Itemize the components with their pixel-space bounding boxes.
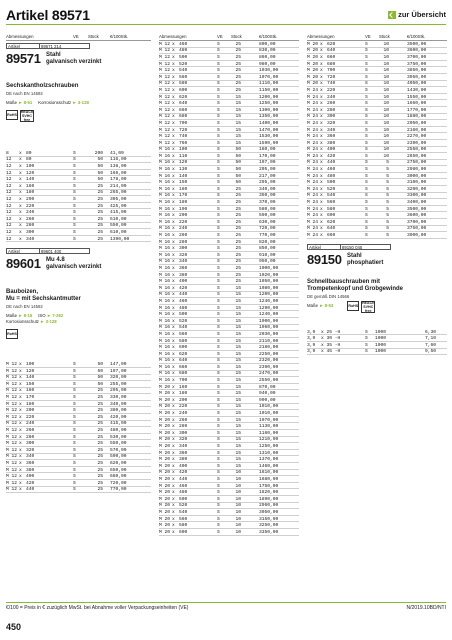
table-row: 12 x 140 S 50 178,00 <box>6 176 151 183</box>
product-subtitle: Trompetenkopf und Grobgewinde <box>307 285 403 292</box>
table-row: M 16 x 340 S 25 950,00 <box>159 259 299 266</box>
table-row: M 20 x 660 S 10 3700,00 <box>307 54 447 61</box>
column-right <box>307 33 447 355</box>
product-standard: DE gemäß DIN 14566 <box>307 293 350 299</box>
rohs-badge: RoHS <box>6 110 18 120</box>
table-row: M 24 x 560 S 5 3400,00 <box>307 199 447 206</box>
table-row: M 12 x 580 S 25 1110,00 <box>159 81 299 88</box>
page-header <box>6 7 446 25</box>
table-row: M 16 x 480 S 15 1290,00 <box>159 305 299 312</box>
page-ref-link[interactable]: ► 7-262 <box>46 313 64 319</box>
table-row: M 24 x 440 S 5 2750,00 <box>307 160 447 167</box>
table-row: M 16 x 380 S 25 1020,00 <box>159 272 299 279</box>
reference-line: Korrosionsschutz ► 3-128 <box>6 319 57 325</box>
table-row: M 24 x 480 S 5 3000,00 <box>307 173 447 180</box>
table-row: M 20 x 740 S 10 4050,00 <box>307 81 447 88</box>
reach-badge: REACh SVHC free <box>20 110 34 122</box>
table-row: M 16 x 100 S 50 160,00 <box>159 147 299 154</box>
table-row: M 24 x 620 S 5 3700,00 <box>307 219 447 226</box>
table-row: M 20 x 580 S 10 3250,00 <box>159 522 299 529</box>
table-row: M 20 x 280 S 15 1130,00 <box>159 423 299 430</box>
table-row: M 16 x 200 S 25 590,00 <box>159 212 299 219</box>
article-id-box: Artikel 89601 400 <box>6 248 151 254</box>
article-id-box: Artikel 89150 045 <box>307 244 447 250</box>
table-row: M 20 x 640 S 10 3600,00 <box>307 48 447 55</box>
table-row: 12 x 160 S 25 214,00 <box>6 183 151 190</box>
table-row: M 20 x 600 S 10 3350,00 <box>159 529 299 536</box>
table-row: M 24 x 400 S 10 2550,00 <box>307 147 447 154</box>
table-row: M 16 x 400 S 25 1050,00 <box>159 278 299 285</box>
table-row: M 20 x 200 S 15 990,00 <box>159 397 299 404</box>
table-row: 12 x 80 S 50 116,00 <box>6 157 151 164</box>
product-subtitle: Mu = mit Sechskantmutter <box>6 296 81 303</box>
table-row: M 12 x 500 S 25 860,00 <box>159 54 299 61</box>
table-row: 12 x 300 S 25 610,00 <box>6 229 151 236</box>
table-row: 12 x 120 S 50 166,00 <box>6 170 151 177</box>
table-row: M 16 x 220 S 25 630,00 <box>159 219 299 226</box>
table-row: M 16 x 540 S 15 1960,00 <box>159 325 299 332</box>
overview-link[interactable] <box>388 10 446 19</box>
table-row: M 12 x 360 S 25 620,00 <box>6 460 151 467</box>
table-row: 3,9 x 30 -H S 1000 7,10 <box>307 335 447 342</box>
table-row: M 20 x 520 S 10 2960,00 <box>159 503 299 510</box>
table-row: M 20 x 480 S 10 1820,00 <box>159 489 299 496</box>
table-row: M 16 x 580 S 15 2110,00 <box>159 338 299 345</box>
table-row: M 12 x 180 S 25 340,00 <box>6 401 151 408</box>
price-table <box>6 150 151 242</box>
table-row: M 20 x 260 S 15 1070,00 <box>159 417 299 424</box>
table-row: M 20 x 180 S 15 940,00 <box>159 390 299 397</box>
table-row: M 16 x 130 S 50 205,00 <box>159 166 299 173</box>
table-row: M 12 x 150 S 50 255,00 <box>6 381 151 388</box>
table-row: M 12 x 420 S 25 720,00 <box>6 480 151 487</box>
table-row: M 20 x 680 S 10 3750,00 <box>307 61 447 68</box>
table-row: M 24 x 500 S 5 3100,00 <box>307 179 447 186</box>
table-row: M 24 x 640 S 5 3750,00 <box>307 226 447 233</box>
table-row: M 24 x 600 S 5 3600,00 <box>307 212 447 219</box>
table-row: M 12 x 400 S 25 680,00 <box>6 473 151 480</box>
table-row: M 20 x 360 S 15 1310,00 <box>159 450 299 457</box>
table-row: M 12 x 520 S 25 980,00 <box>159 61 299 68</box>
table-row: M 12 x 260 S 25 480,00 <box>6 427 151 434</box>
table-row: M 20 x 160 S 15 870,00 <box>159 384 299 391</box>
table-row: M 16 x 320 S 25 910,00 <box>159 252 299 259</box>
table-row: M 16 x 440 S 15 1200,00 <box>159 292 299 299</box>
table-row: M 20 x 540 S 10 3050,00 <box>159 509 299 516</box>
table-row: M 20 x 720 S 10 3950,00 <box>307 74 447 81</box>
table-row: 3,9 x 45 -H S 1000 9,50 <box>307 349 447 356</box>
table-row: M 12 x 660 S 15 1300,00 <box>159 107 299 114</box>
article-block-89601: Artikel 89601 400 89601 Mu 4.8 galvanisch verzinkt Bauboizen, Mu = mit Sechskantmutter DE nach EN 14592 Maße ► 8-15 ISO ► 7-262 Korrosionsschutz ► 3-128 RoHS M 12 x 100 S 50 147,00 M 12 x 120 S 50 197,00 M 12 x 140 S 50 320,00 M 12 x 150 S 50 255,00 M 12 x 160 S 25 295,00 M 12 x 170 S 25 330,00 M 12 x 180 S 25 340,00 M 12 x 200 S 25 380,00 M 12 x 220 S 25 420,00 M 12 x 240 S 25 415,00 M 12 x 260 S 25 480,00 M 12 x 280 S 25 530,00 M 12 x 300 S 25 550,00 M 12 x 320 S 25 570,00 M 12 x 340 S 25 590,00 M 12 x 360 S 25 620,00 M 12 x 380 S 25 650,00 M 12 x 400 S 25 680,00 M 12 x 420 S 25 720,00 M 12 x 440 S 25 770,00 <box>6 248 151 493</box>
table-row: M 16 x 120 S 50 197,00 <box>159 160 299 167</box>
table-row: M 24 x 360 S 10 2270,00 <box>307 133 447 140</box>
footer-note: €/100 = Preis in € zuzüglich MwSt. bei Abnahme voller Verpackungseinheiten (VE) <box>6 605 189 611</box>
table-row: M 24 x 320 S 10 2050,00 <box>307 120 447 127</box>
table-row: M 20 x 400 S 15 1460,00 <box>159 463 299 470</box>
column-header: Abmessungen VE Stück €/100Stk. <box>6 33 151 41</box>
table-row: M 20 x 320 S 15 1210,00 <box>159 437 299 444</box>
page-ref-link[interactable]: ► 8-53 <box>319 303 334 309</box>
table-row: M 20 x 460 S 10 1750,00 <box>159 483 299 490</box>
table-row: M 16 x 260 S 25 770,00 <box>159 232 299 239</box>
page-ref-link[interactable]: ► 3-128 <box>72 100 89 105</box>
table-row: 12 x 340 S 25 1390,00 <box>6 236 151 243</box>
table-row: M 12 x 720 S 15 1470,00 <box>159 127 299 134</box>
table-row: 12 x 280 S 25 550,00 <box>6 223 151 230</box>
table-row: M 20 x 440 S 10 1680,00 <box>159 476 299 483</box>
table-row: M 20 x 500 S 10 1890,00 <box>159 496 299 503</box>
price-table <box>6 361 151 493</box>
table-row: M 24 x 240 S 10 1550,00 <box>307 94 447 101</box>
table-row: M 16 x 170 S 25 350,00 <box>159 193 299 200</box>
column-header: Abmessungen VE Stück €/100Stk. <box>307 33 447 41</box>
table-row: M 24 x 420 S 10 2650,00 <box>307 153 447 160</box>
reference-line: Maße ► 8-51 Korrosionsschutz ► 3-128 <box>6 100 89 105</box>
article-id-box: Artikel 89571 214 <box>6 43 151 49</box>
product-title: Bauboizen, <box>6 289 39 296</box>
table-row: M 16 x 520 S 15 1900,00 <box>159 318 299 325</box>
article-block-89150: Artikel 89150 045 89150 Stahl phosphatiert Schnellbauschrauben mit Trompetenkopf und Grobgewinde DE gemäß DIN 14566 Maße ► 8-53 RoHS REACh SVHC free 3,9 x 25 -H S 1000 6,30 3,9 x 30 -H S 1000 7,10 3,9 x 35 -H S 1000 7,60 3,9 x 45 -H S 1000 9,50 <box>307 244 447 355</box>
table-row: M 24 x 520 S 5 3200,00 <box>307 186 447 193</box>
table-row: M 12 x 680 S 15 1350,00 <box>159 114 299 121</box>
rohs-badge: RoHS <box>6 329 18 339</box>
column-header: Abmessungen VE Stück €/100Stk. <box>159 33 299 41</box>
table-row: M 12 x 140 S 50 320,00 <box>6 375 151 382</box>
table-row: M 12 x 700 S 15 1400,00 <box>159 120 299 127</box>
table-row: M 20 x 420 S 10 1610,00 <box>159 470 299 477</box>
table-row: M 16 x 620 S 15 2250,00 <box>159 351 299 358</box>
table-row: M 12 x 600 S 25 1150,00 <box>159 87 299 94</box>
table-row: 12 x 220 S 25 425,00 <box>6 203 151 210</box>
table-row: M 16 x 560 S 15 2030,00 <box>159 331 299 338</box>
table-row: M 24 x 260 S 10 1660,00 <box>307 100 447 107</box>
page-ref-link[interactable]: ► 8-15 <box>18 313 33 319</box>
table-row: M 16 x 660 S 15 2390,00 <box>159 364 299 371</box>
table-row: 12 x 180 S 25 265,00 <box>6 190 151 197</box>
table-row: M 24 x 580 S 5 3500,00 <box>307 206 447 213</box>
reach-badge: REACh SVHC free <box>362 301 375 314</box>
table-row: M 12 x 280 S 25 530,00 <box>6 434 151 441</box>
table-row: M 16 x 680 S 15 2470,00 <box>159 371 299 378</box>
table-row: M 12 x 100 S 50 147,00 <box>6 361 151 368</box>
table-row: 3,9 x 35 -H S 1000 7,60 <box>307 342 447 349</box>
table-row: M 16 x 460 S 15 1240,00 <box>159 298 299 305</box>
rohs-badge: RoHS <box>347 301 359 311</box>
table-row: M 24 x 220 S 10 1430,00 <box>307 87 447 94</box>
table-row: 12 x 240 S 25 415,00 <box>6 209 151 216</box>
table-row: M 20 x 700 S 10 3850,00 <box>307 67 447 74</box>
table-row: M 12 x 760 S 15 1590,00 <box>159 140 299 147</box>
table-row: M 24 x 660 S 5 3900,00 <box>307 232 447 239</box>
reference-line: Maße ► 8-15 ISO ► 7-262 <box>6 313 64 319</box>
table-row: M 16 x 360 S 25 1000,00 <box>159 265 299 272</box>
table-row: M 12 x 640 S 15 1250,00 <box>159 100 299 107</box>
table-row: M 16 x 240 S 25 720,00 <box>159 226 299 233</box>
table-row: M 20 x 340 S 15 1250,00 <box>159 443 299 450</box>
table-row: M 20 x 380 S 15 1370,00 <box>159 456 299 463</box>
table-row: M 24 x 280 S 10 1770,00 <box>307 107 447 114</box>
table-row: M 12 x 620 S 15 1200,00 <box>159 94 299 101</box>
table-row: M 12 x 440 S 25 770,00 <box>6 487 151 494</box>
table-row: M 12 x 120 S 50 197,00 <box>6 368 151 375</box>
table-row: M 16 x 150 S 50 295,00 <box>159 179 299 186</box>
table-row: M 20 x 620 S 10 3500,00 <box>307 41 447 48</box>
table-row: M 12 x 160 S 25 295,00 <box>6 388 151 395</box>
table-row: M 16 x 180 S 25 370,00 <box>159 199 299 206</box>
product-standard: DE nach EN 14592 <box>6 91 43 96</box>
table-row: M 24 x 300 S 10 1880,00 <box>307 114 447 121</box>
footer-divider <box>6 602 446 603</box>
table-row: M 20 x 560 S 10 3150,00 <box>159 516 299 523</box>
table-row: M 24 x 340 S 10 2160,00 <box>307 127 447 134</box>
table-row: M 12 x 200 S 25 380,00 <box>6 407 151 414</box>
table-row: M 16 x 300 S 25 850,00 <box>159 245 299 252</box>
page-ref-link[interactable]: ► 8-51 <box>18 100 33 105</box>
table-row: M 12 x 480 S 25 830,00 <box>159 48 299 55</box>
column-left <box>6 33 151 493</box>
footer-code: N/2019.10BD/NTI <box>406 605 446 611</box>
price-table <box>307 41 447 239</box>
checkmark-icon <box>388 11 396 19</box>
table-row: M 12 x 240 S 25 415,00 <box>6 421 151 428</box>
table-row: M 20 x 300 S 15 1160,00 <box>159 430 299 437</box>
product-standard: DE nach EN 14592 <box>6 304 43 310</box>
table-row: M 12 x 340 S 25 590,00 <box>6 454 151 461</box>
article-block-89571: Artikel 89571 214 89571 Stahl galvanisch verzinkt Sechskantholzschrauben DE nach EN 14592 Maße ► 8-51 Korrosionsschutz ► 3-128 RoHS REACh SVHC free 8 x 80 S 200 41,00 12 x 80 S 50 116,00 12 x 100 S 50 138,00 12 x 120 S 50 166,00 12 x 140 S 50 178,00 12 x 160 S 25 214,00 12 x 180 S 25 265,00 12 x 200 S 25 305,00 12 x 220 S 25 425,00 12 x 240 S 25 415,00 12 x 260 S 25 510,00 12 x 280 S 25 550,00 12 x 300 S 25 610,00 12 x 340 S 25 1390,00 <box>6 43 151 242</box>
table-row: M 16 x 110 S 50 170,00 <box>159 153 299 160</box>
price-table <box>159 41 299 536</box>
table-row: M 16 x 280 S 25 820,00 <box>159 239 299 246</box>
table-row: M 16 x 700 S 15 2550,00 <box>159 377 299 384</box>
table-row: M 20 x 240 S 15 1010,00 <box>159 410 299 417</box>
column-middle <box>159 33 299 536</box>
product-title: Sechskantholzschrauben <box>6 83 79 89</box>
table-row: M 12 x 170 S 25 330,00 <box>6 394 151 401</box>
table-row: M 20 x 220 S 15 1010,00 <box>159 404 299 411</box>
table-row: 12 x 200 S 25 305,00 <box>6 196 151 203</box>
table-row: 12 x 100 S 50 138,00 <box>6 163 151 170</box>
table-row: M 12 x 560 S 25 1070,00 <box>159 74 299 81</box>
table-row: M 24 x 540 S 5 3300,00 <box>307 193 447 200</box>
table-row: M 24 x 380 S 10 2390,00 <box>307 140 447 147</box>
article-number: 89150 <box>307 251 342 267</box>
table-row: M 16 x 140 S 50 217,00 <box>159 173 299 180</box>
table-row: M 16 x 600 S 15 2180,00 <box>159 344 299 351</box>
table-row: M 12 x 540 S 25 1030,00 <box>159 67 299 74</box>
table-row: M 12 x 300 S 25 550,00 <box>6 440 151 447</box>
page-ref-link[interactable]: ► 3-128 <box>40 319 57 325</box>
table-row: 3,9 x 25 -H S 1000 6,30 <box>307 329 447 336</box>
table-row: M 12 x 320 S 25 570,00 <box>6 447 151 454</box>
overview-label: zur Übersicht <box>398 10 446 19</box>
table-row: M 16 x 160 S 25 340,00 <box>159 186 299 193</box>
page-number: 450 <box>6 622 22 632</box>
price-table <box>307 329 447 355</box>
table-row: M 16 x 500 S 15 1240,00 <box>159 311 299 318</box>
table-row: M 12 x 740 S 15 1530,00 <box>159 133 299 140</box>
page-title: Artikel 89571 <box>6 7 90 23</box>
table-row: M 16 x 640 S 15 2320,00 <box>159 358 299 365</box>
table-row: M 12 x 220 S 25 420,00 <box>6 414 151 421</box>
table-row: M 24 x 460 S 5 2980,00 <box>307 166 447 173</box>
product-title: Schnellbauschrauben mit <box>307 278 381 285</box>
article-number: 89571 <box>6 51 41 66</box>
table-row: M 16 x 420 S 15 1080,00 <box>159 285 299 292</box>
table-row: 8 x 80 S 200 41,00 <box>6 150 151 157</box>
table-row: M 16 x 190 S 25 580,00 <box>159 206 299 213</box>
table-row: M 12 x 460 S 25 800,00 <box>159 41 299 48</box>
table-row: M 12 x 380 S 25 650,00 <box>6 467 151 474</box>
article-number: 89601 <box>6 256 41 272</box>
reference-line: Maße ► 8-53 RoHS REACh SVHC free <box>307 301 375 314</box>
table-row: 12 x 260 S 25 510,00 <box>6 216 151 223</box>
